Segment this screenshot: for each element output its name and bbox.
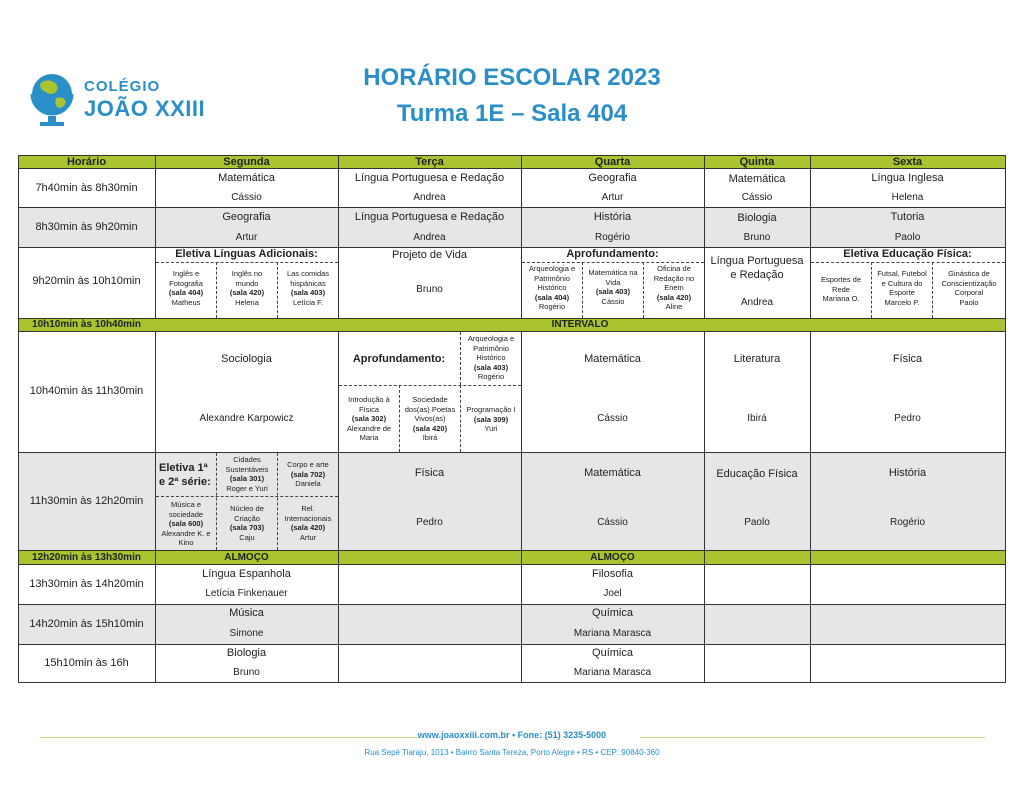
footer-contact: www.joaoxxiii.com.br • Fone: (51) 3235-5000 bbox=[417, 730, 607, 740]
teacher: Letícia Finkenauer bbox=[205, 588, 288, 599]
aprofundamento-title: Aprofundamento: bbox=[566, 248, 659, 260]
elective-option: Inglês e Fotografia (sala 404) Matheus bbox=[168, 269, 204, 307]
elective-option: Cidades Sustentáveis (sala 301) Roger e Yuri bbox=[225, 455, 269, 493]
teacher: Andrea bbox=[740, 297, 774, 308]
teacher: Pedro bbox=[894, 413, 921, 424]
time-r1: 7h40min às 8h30min bbox=[35, 182, 138, 194]
aprofundamento-option: Arqueologia e Patrimônio Histórico (sala 404) Rogério bbox=[528, 264, 576, 311]
teacher: Cássio bbox=[741, 192, 773, 203]
subject: Língua Espanhola bbox=[202, 568, 291, 580]
time-r4: 10h40min às 11h30min bbox=[29, 385, 144, 397]
teacher: Mariana Marasca bbox=[573, 628, 652, 639]
aprofundamento-option: Sociedade dos(as) Poetas Vivos(as) (sala 420) Ibirá bbox=[404, 395, 456, 442]
page-title: HORÁRIO ESCOLAR 2023 bbox=[363, 64, 661, 91]
teacher: Cássio bbox=[597, 517, 628, 528]
time-r2: 8h30min às 9h20min bbox=[35, 221, 138, 233]
almoco-label: ALMOÇO bbox=[224, 552, 269, 563]
teacher: Ibirá bbox=[747, 413, 767, 424]
footer-address: Rua Sepé Tiaraju, 1013 • Bairro Santa Tereza, Porto Alegre • RS • CEP: 90840-360 bbox=[364, 748, 660, 757]
time-r3: 9h20min às 10h10min bbox=[32, 275, 141, 287]
teacher: Alexandre Karpowicz bbox=[199, 413, 294, 424]
subject: Língua Portuguesa e Redação bbox=[354, 211, 505, 223]
subject: Geografia bbox=[222, 211, 271, 223]
teacher: Paolo bbox=[744, 517, 770, 528]
subject: Matemática bbox=[584, 353, 641, 365]
subject: Projeto de Vida bbox=[391, 249, 468, 261]
subject: Matemática bbox=[584, 467, 641, 479]
header-segunda: Segunda bbox=[223, 156, 270, 168]
aprofundamento-option: Oficina de Redação no Enem (sala 420) Aline bbox=[653, 264, 695, 311]
teacher: Cássio bbox=[231, 192, 262, 203]
elective-option: Las comidas hispánicas (sala 403) Letícia F. bbox=[286, 269, 330, 307]
subject: Matemática bbox=[728, 173, 786, 185]
time-intervalo: 10h10min às 10h40min bbox=[32, 319, 141, 330]
teacher: Cássio bbox=[597, 413, 628, 424]
almoco-label: ALMOÇO bbox=[590, 552, 635, 563]
time-r8: 15h10min às 16h bbox=[44, 657, 129, 669]
subject: Língua Portuguesa bbox=[710, 255, 804, 267]
subject: Música bbox=[229, 607, 264, 619]
header-terca: Terça bbox=[415, 156, 444, 168]
elective-option: Música e sociedade (sala 600) Alexandre K. e Kino bbox=[161, 500, 211, 547]
subject: Filosofia bbox=[592, 568, 633, 580]
subject: Matemática bbox=[218, 172, 275, 184]
subject: Química bbox=[592, 607, 633, 619]
teacher: Joel bbox=[603, 588, 622, 599]
page-subtitle: Turma 1E – Sala 404 bbox=[396, 100, 628, 127]
teacher: Simone bbox=[229, 628, 264, 639]
teacher: Mariana Marasca bbox=[573, 667, 652, 678]
elective-option: Ginástica de Conscientização Corporal Paolo bbox=[941, 269, 997, 307]
subject: Língua Portuguesa e Redação bbox=[354, 172, 505, 184]
subject: Geografia bbox=[588, 172, 637, 184]
teacher: Rogério bbox=[889, 517, 926, 528]
time-r6: 13h30min às 14h20min bbox=[29, 578, 144, 590]
subject: Língua Inglesa bbox=[871, 172, 944, 184]
elective-option: Rel. Internacionais (sala 420) Artur bbox=[284, 504, 332, 542]
teacher: Andrea bbox=[413, 232, 446, 243]
logo-line1: COLÉGIO bbox=[84, 78, 161, 95]
intervalo-label: INTERVALO bbox=[551, 319, 609, 330]
subject: e Redação bbox=[730, 269, 784, 281]
aprofundamento-option: Introdução à Física (sala 302) Alexandre de Maria bbox=[346, 395, 392, 442]
teacher: Artur bbox=[235, 232, 258, 243]
aprofundamento-title: Aprofundamento: bbox=[352, 353, 446, 365]
aprofundamento-option: Programação I (sala 309) Yuri bbox=[466, 405, 516, 433]
subject: História bbox=[888, 467, 927, 479]
elective-option: Núcleo de Criação (sala 703) Caju bbox=[229, 504, 265, 542]
subject: Biologia bbox=[226, 647, 267, 659]
teacher: Pedro bbox=[416, 517, 443, 528]
aprofundamento-option: Arqueologia e Patrimônio Histórico (sala 403) Rogério bbox=[467, 334, 515, 381]
schedule-table bbox=[18, 155, 1006, 683]
subject: Educação Física bbox=[716, 468, 798, 480]
teacher: Bruno bbox=[743, 232, 771, 243]
teacher: Helena bbox=[891, 192, 924, 203]
logo-line2: JOÃO XXIII bbox=[84, 96, 206, 121]
header-horario: Horário bbox=[66, 156, 107, 168]
subject: Tutoria bbox=[890, 211, 925, 223]
subject: Sociologia bbox=[221, 353, 272, 365]
time-almoco: 12h20min às 13h30min bbox=[32, 552, 141, 563]
subject: Biologia bbox=[737, 212, 777, 224]
aprofundamento-option: Matemática na Vida (sala 403) Cássio bbox=[588, 268, 638, 306]
elective-title: Eletiva Línguas Adicionais: bbox=[175, 248, 318, 260]
header-sexta: Sexta bbox=[892, 156, 923, 168]
subject: Física bbox=[414, 467, 445, 479]
elective-option: Corpo e arte (sala 702) Daniela bbox=[287, 460, 329, 488]
elective-option: Inglês no mundo (sala 420) Helena bbox=[229, 269, 265, 307]
subject: Química bbox=[592, 647, 633, 659]
elective-option: Futsal, Futebol e Cultura do Esporte Marcelo P. bbox=[877, 269, 927, 307]
subject: História bbox=[593, 211, 632, 223]
subject: Física bbox=[892, 353, 923, 365]
header-quinta: Quinta bbox=[739, 156, 775, 168]
elective-title: Eletiva 1ª e 2ª série: bbox=[159, 462, 211, 488]
time-r5: 11h30min às 12h20min bbox=[29, 495, 144, 507]
elective-title: Eletiva Educação Física: bbox=[843, 248, 972, 260]
teacher: Andrea bbox=[413, 192, 446, 203]
teacher: Bruno bbox=[233, 667, 260, 678]
elective-option: Esportes de Rede Mariana O. bbox=[820, 275, 862, 303]
teacher: Rogério bbox=[594, 232, 631, 243]
teacher: Paolo bbox=[894, 232, 921, 243]
teacher: Artur bbox=[601, 192, 624, 203]
header-quarta: Quarta bbox=[594, 156, 631, 168]
time-r7: 14h20min às 15h10min bbox=[29, 618, 144, 630]
subject: Literatura bbox=[733, 353, 781, 365]
teacher: Bruno bbox=[416, 284, 443, 295]
